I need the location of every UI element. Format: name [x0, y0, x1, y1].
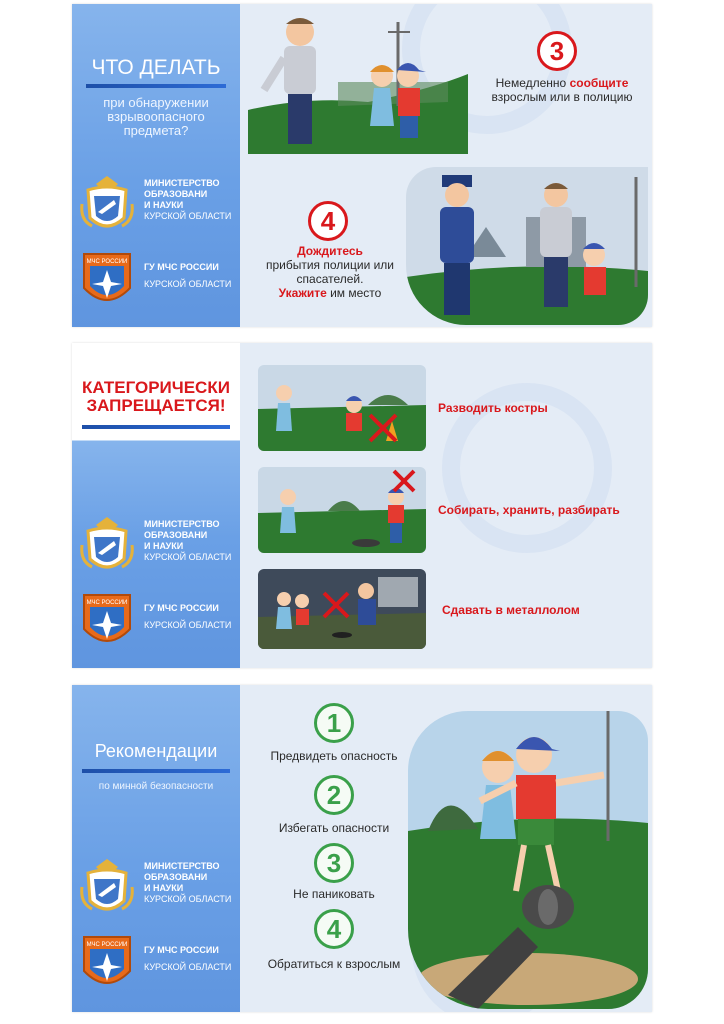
panel-subtitle: при обнаружении взрывоопасного предмета? [103, 95, 209, 138]
recommendation-4-label: Обратиться к взрослым [267, 957, 401, 971]
ministry-text: МИНИСТЕРСТВО ОБРАЗОВАНИ И НАУКИ КУРСКОЙ ОБЛАСТИ [144, 178, 232, 221]
svg-text:МЧС РОССИИ: МЧС РОССИИ [86, 942, 128, 948]
mchs-text: ГУ МЧС РОССИИ КУРСКОЙ ОБЛАСТИ [144, 945, 232, 972]
illustration-campfire [258, 365, 426, 451]
recommendation-2-label: Избегать опасности [278, 821, 390, 835]
title-divider [86, 84, 226, 88]
panel-what-to-do [72, 4, 652, 327]
panel-title: КАТЕГОРИЧЕСКИ ЗАПРЕЩАЕТСЯ! [82, 378, 230, 415]
illustration-scrap-metal [258, 569, 426, 649]
step-3-text: Немедленно сообщите взрослым или в полицию [491, 76, 633, 104]
mchs-emblem-icon [78, 591, 136, 653]
recommendation-3-badge: 3 [314, 843, 354, 883]
sidebar [72, 343, 240, 668]
mchs-text: ГУ МЧС РОССИИ КУРСКОЙ ОБЛАСТИ [144, 262, 232, 289]
ministry-text: МИНИСТЕРСТВО ОБРАЗОВАНИ И НАУКИ КУРСКОЙ ОБЛАСТИ [144, 861, 232, 904]
illustration-police [406, 167, 648, 325]
mchs-logo [72, 591, 240, 653]
mchs-logo [72, 250, 240, 312]
forbidden-item-3: Сдавать в металлолом [442, 603, 580, 617]
illustration-man-children [248, 10, 468, 154]
ministry-text: МИНИСТЕРСТВО ОБРАЗОВАНИ И НАУКИ КУРСКОЙ ОБЛАСТИ [144, 519, 232, 562]
kursk-emblem-icon [78, 515, 136, 577]
mchs-emblem-icon [78, 250, 136, 312]
panel-recommendations [72, 685, 652, 1012]
ministry-logo [72, 857, 240, 919]
title-divider [82, 425, 230, 429]
panel-title: ЧТО ДЕЛАТЬ [91, 56, 221, 79]
sidebar [72, 685, 240, 1012]
recommendation-4-badge: 4 [314, 909, 354, 949]
illustration-collecting [258, 467, 426, 553]
illustration-children-mine [408, 711, 648, 1009]
sidebar [72, 4, 240, 327]
recommendation-1-badge: 1 [314, 703, 354, 743]
panel-subtitle: по минной безопасности [98, 781, 214, 792]
svg-text:МЧС РОССИИ: МЧС РОССИИ [86, 259, 128, 265]
recommendation-3-label: Не паниковать [293, 887, 375, 901]
title-divider [82, 769, 230, 773]
ministry-logo [72, 515, 240, 577]
kursk-emblem-icon [78, 174, 136, 236]
svg-text:МЧС РОССИИ: МЧС РОССИИ [86, 600, 128, 606]
forbidden-item-1: Разводить костры [438, 401, 548, 415]
step-4-badge: 4 [308, 201, 348, 241]
ministry-logo [72, 174, 240, 236]
panel-title: Рекомендации [94, 741, 218, 761]
recommendation-1-label: Предвидеть опасность [270, 749, 398, 763]
mchs-text: ГУ МЧС РОССИИ КУРСКОЙ ОБЛАСТИ [144, 603, 232, 630]
panel-strictly-forbidden [72, 343, 652, 668]
mchs-logo [72, 933, 240, 995]
step-4-text: Дождитесь прибытия полиции или спасателей. Укажите им место [265, 244, 395, 300]
step-3-badge: 3 [537, 31, 577, 71]
kursk-emblem-icon [78, 857, 136, 919]
recommendation-2-badge: 2 [314, 775, 354, 815]
forbidden-item-2: Собирать, хранить, разбирать [438, 503, 620, 517]
mchs-emblem-icon [78, 933, 136, 995]
